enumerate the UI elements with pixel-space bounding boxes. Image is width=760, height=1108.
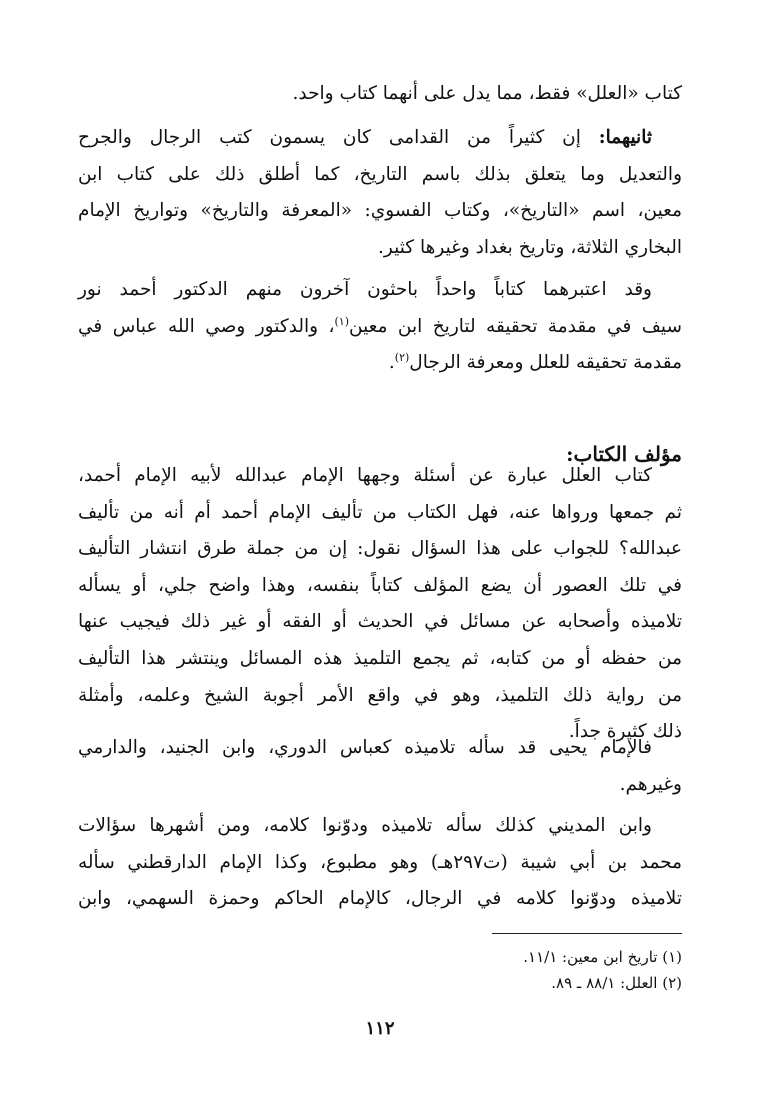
section-heading: مؤلف الكتاب: [566, 442, 682, 466]
paragraph-line: كتاب العلل عبارة عن أسئلة وجهها الإمام عبدالله لأبيه الإمام أحمد، [78, 465, 652, 486]
paragraph-line: وغيرهم. [619, 773, 682, 795]
paragraph-6 [78, 808, 682, 918]
paragraph-line: عبدالله؟ للجواب على هذا السؤال نقول: إن من جملة طرق انتشار التأليف [78, 538, 682, 560]
footnote-ref-1[interactable]: (١) [334, 314, 349, 328]
paragraph-line: البخاري الثلاثة، وتاريخ بغداد وغيرها كثير. [378, 236, 682, 258]
paragraph-line-text: . [388, 352, 395, 374]
paragraph-line: كتاب «العلل» فقط، مما يدل على أنهما كتاب واحد. [292, 83, 682, 104]
paragraph-3 [78, 272, 682, 382]
paragraph-line: تلاميذه وأصحابه عن مسائل في الحديث أو الفقه أو غير ذلك فيجيب عنها [78, 611, 682, 633]
paragraph-line [78, 345, 682, 382]
footnotes [78, 944, 682, 996]
paragraph-line: تلاميذه ودوّنوا كلامه في الرجال، كالإمام الحاكم وحمزة السهمي، وابن [78, 888, 682, 910]
footnote-ref-2[interactable]: (٢) [394, 351, 410, 365]
paragraph-line [78, 309, 682, 346]
paragraph-line: وابن المديني كذلك سأله تلاميذه ودوّنوا كلامه، ومن أشهرها سؤالات [78, 815, 652, 836]
paragraph-line: ثم جمعها ورواها عنه، فهل الكتاب من تأليف الإمام أحمد أم أنه من تأليف [78, 501, 682, 523]
paragraph-line [78, 120, 682, 157]
paragraph-line-text: إن كثيراً من القدامى كان يسمون كتب الرجال والجرح [78, 127, 581, 148]
paragraph-line-text: ، والدكتور وصي الله عباس في [78, 315, 335, 337]
paragraph-line-text: سيف في مقدمة تحقيقه لتاريخ ابن معين [348, 315, 682, 337]
paragraph-line: محمد بن أبي شيبة (ت٢٩٧هـ) وهو مطبوع، وكذا الإمام الدارقطني سأله [78, 851, 682, 873]
paragraph-line: والتعديل وما يتعلق بذلك باسم التاريخ، كما أطلق ذلك على كتاب ابن [78, 163, 682, 185]
paragraph-lead: ثانيهما: [598, 127, 652, 148]
paragraph-4 [78, 458, 682, 751]
paragraph-line: معين، اسم «التاريخ»، وكتاب الفسوي: «المعرفة والتاريخ» وتواريخ الإمام [78, 200, 682, 222]
paragraph-2 [78, 120, 682, 266]
paragraph-line: فالإمام يحيى قد سأله تلاميذه كعباس الدوري، وابن الجنيد، والدارمي [78, 737, 652, 758]
footnote-separator [492, 933, 682, 934]
paragraph-line: ذلك كثيرة جداً. [568, 721, 682, 743]
paragraph-line: من رواية ذلك التلميذ، وهو في واقع الأمر أجوبة الشيخ وعلمه، وأمثلة [78, 684, 682, 706]
paragraph-1 [78, 76, 682, 113]
paragraph-line: وقد اعتبرهما كتاباً واحداً باحثون آخرون منهم الدكتور أحمد نور [78, 279, 652, 300]
page-number: ١١٢ [365, 1018, 395, 1039]
paragraph-line: من حفظه أو من كتابه، ثم يجمع التلميذ هذه المسائل وينتشر هذا التأليف [78, 647, 682, 669]
paragraph-line: في تلك العصور أن يضع المؤلف كتاباً بنفسه، وهذا واضح جلي، أو يسأله [78, 574, 682, 596]
paragraph-5 [78, 730, 682, 803]
footnote-1: (١) تاريخ ابن معين: ١١/١. [523, 948, 682, 966]
paragraph-line-text: مقدمة تحقيقه للعلل ومعرفة الرجال [409, 352, 682, 374]
footnote-2: (٢) العلل: ٨٨/١ ـ ٨٩. [551, 974, 682, 992]
